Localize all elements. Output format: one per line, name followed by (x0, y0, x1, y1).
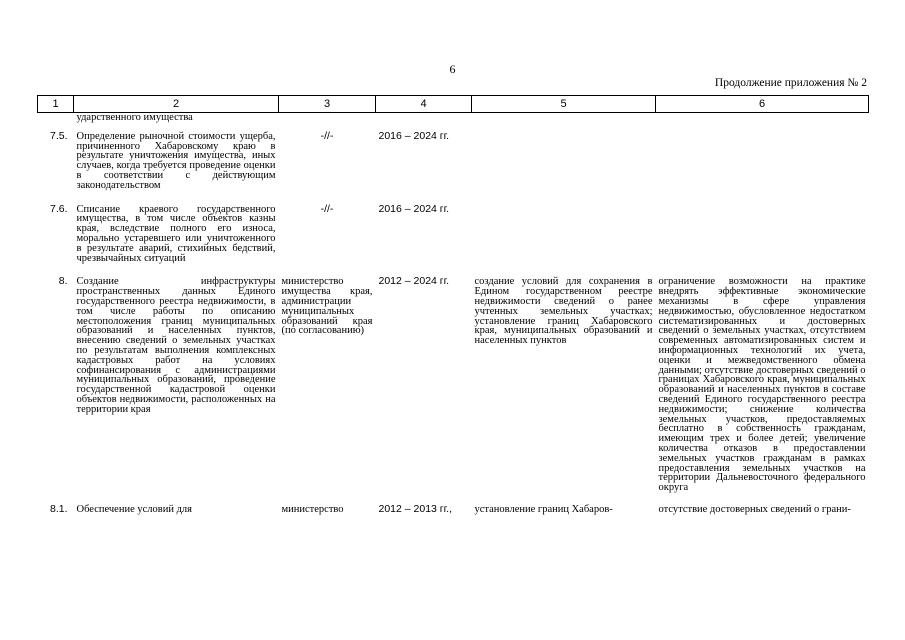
row-number: 8.1. (49, 502, 68, 515)
row-period: 2016 – 2024 гг. (378, 202, 450, 215)
row-executor: -//- (320, 129, 334, 142)
header-col-2: 2 (74, 96, 279, 113)
table-row (38, 501, 869, 515)
row-result: установление границ Хабаров- (474, 503, 613, 515)
row-number: 8. (58, 275, 68, 288)
header-col-5: 5 (472, 96, 656, 113)
page-number: 6 (449, 62, 456, 76)
table-row (38, 126, 869, 199)
appendix-table (37, 95, 869, 515)
row-consequence: отсутствие достоверных сведений о грани- (658, 503, 851, 515)
row-executor: министерство (281, 503, 344, 515)
header-col-3: 3 (279, 96, 376, 113)
row-executor: -//- (320, 202, 334, 215)
row-result (472, 126, 656, 199)
table-header-row (38, 96, 869, 113)
row-consequence (656, 126, 869, 199)
table-row (38, 271, 869, 501)
row-number: 7.5. (49, 129, 68, 142)
header-col-1: 1 (38, 96, 74, 113)
row-period: 2016 – 2024 гг. (378, 129, 450, 142)
table-row-continuation (38, 113, 869, 126)
continuation-text: ударственного имущества (76, 112, 193, 123)
header-col-6: 6 (656, 96, 869, 113)
row-measure-name: Списание краевого государственного имущества, в том числе объектов казны края, вследствие полного его износа, морально устаревшего или уничтоженного в результате аварий, стихийных бедствий, чрезвычайных ситуаций (76, 203, 276, 264)
row-executor: министерство имущества края, администрации муниципальных образований края (по согласованию) (281, 276, 373, 337)
row-period: 2012 – 2024 гг. (378, 275, 450, 288)
row-result (472, 199, 656, 272)
table-row (38, 199, 869, 272)
row-measure-name: Создание инфраструктуры пространственных данных Единого государственного реестра недвижимости, в том числе работы по описанию местоположения границ муниципальных образований и населенных пунктов, внесению сведений о земельных участках по результатам выполнения комплексных кадастровых работ на условиях софинансирования с администрациями муниципальных образований, проведение государственной кадастровой оценки объектов недвижимости, расположенных на территории края (76, 276, 276, 415)
row-consequence: ограничение возможности на практике внедрять эффективные экономические механизмы в сфере управления недвижимостью, обусловленное недостатком систематизированных и достоверных сведений о земельных участках, отсутствием современных автоматизированных систем и информационных технологий их учета, оценки и межведомственного обмена данными; отсутствие достоверных сведений о границах Хабаровского края, муниципальных образований и населенных пунктов в составе сведений Единого государственного реестра недвижимости; снижение количества земельных участков, предоставляемых бесплатно в собственность гражданам, имеющим трех и более детей; увеличение количества отказов в предоставлении земельных участков гражданам в рамках предоставления земельных участков на территории Дальневосточного федерального округа (658, 276, 866, 494)
row-period: 2012 – 2013 гг., (378, 502, 453, 515)
row-number: 7.6. (49, 202, 68, 215)
header-col-4: 4 (376, 96, 472, 113)
row-result: создание условий для сохранения в Едином государственном реестре недвижимости сведений о ранее учтенных земельных участках; установление границ Хабаровского края, муниципальных образований и населенных пунктов (474, 276, 653, 347)
appendix-caption: Продолжение приложения № 2 (714, 77, 867, 89)
row-consequence (656, 199, 869, 272)
row-measure-name: Обеспечение условий для (76, 503, 192, 515)
row-measure-name: Определение рыночной стоимости ущерба, причиненного Хабаровскому краю в результате уничтожения имущества, иных случаев, когда требуется проведение оценки в соответствии с действующим законодательством (76, 130, 276, 191)
